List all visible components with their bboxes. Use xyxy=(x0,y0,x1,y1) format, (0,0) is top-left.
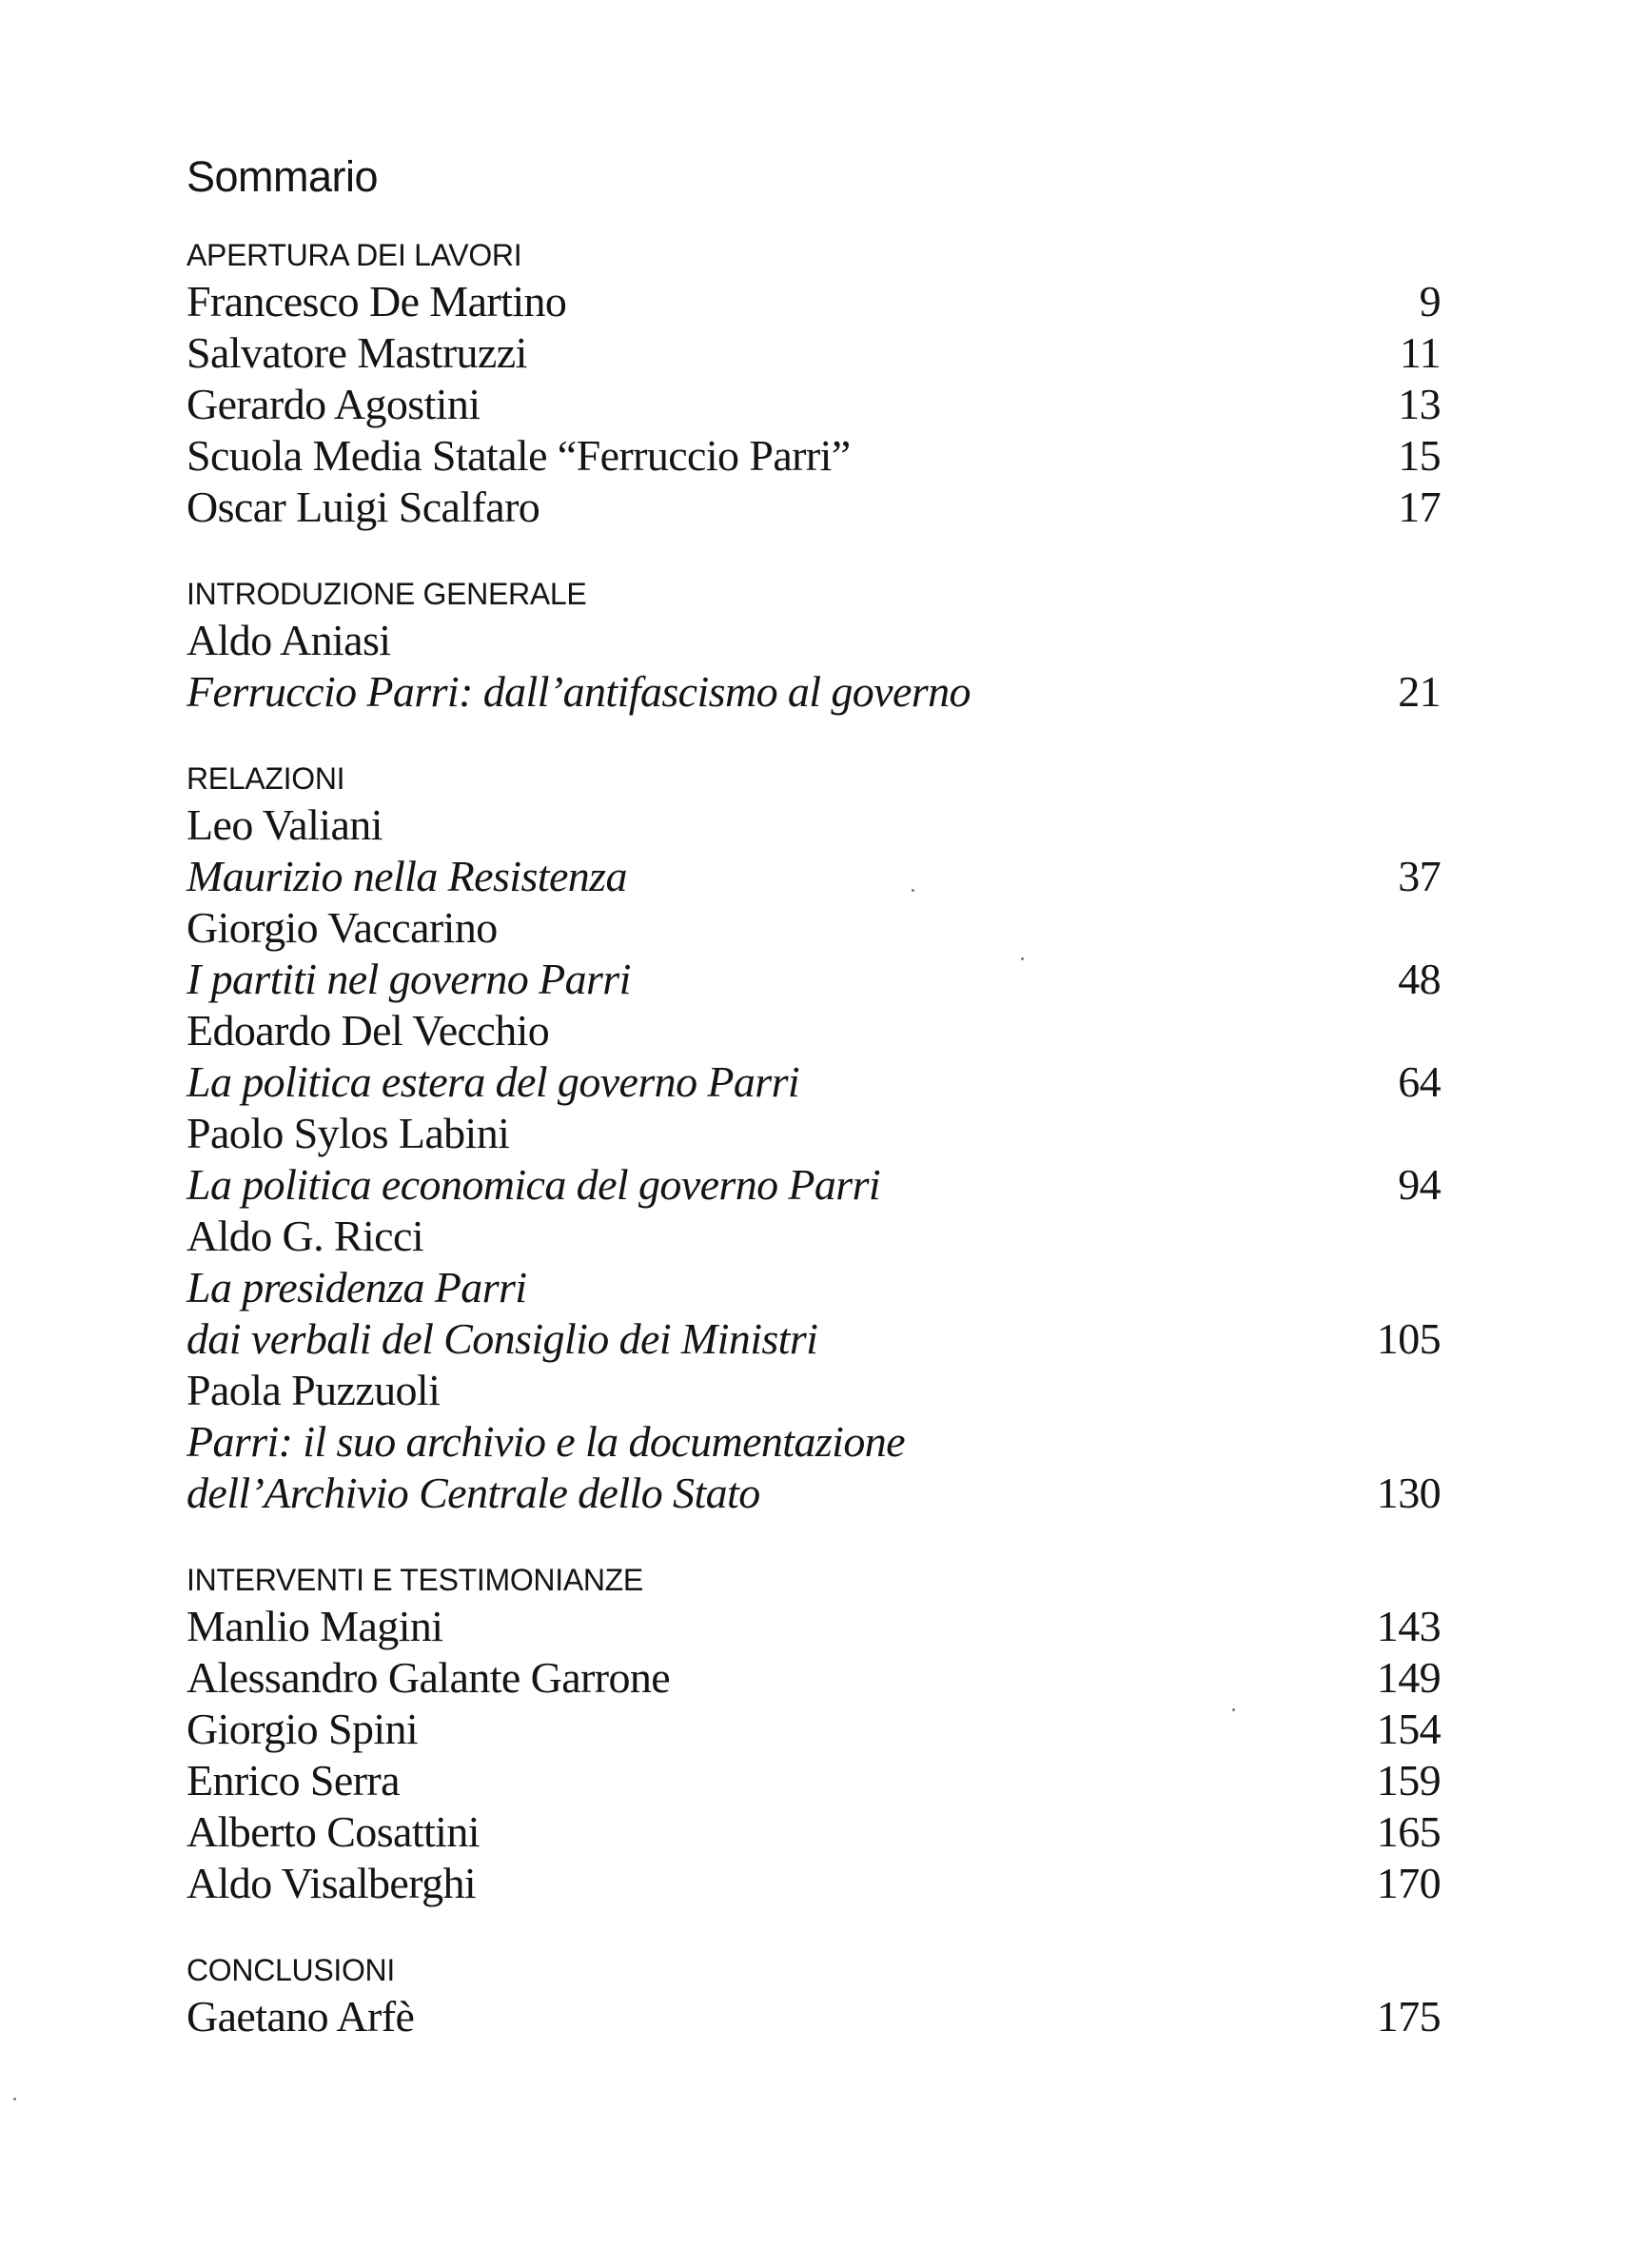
entry-author: Edoardo Del Vecchio xyxy=(186,1006,550,1055)
entry-line xyxy=(186,851,1441,902)
entry-author: Gaetano Arfè xyxy=(186,1992,415,2041)
entry-line xyxy=(186,1211,1441,1262)
section-heading: CONCLUSIONI xyxy=(186,1953,395,1987)
toc-entry xyxy=(186,902,1441,1005)
entry-title: Maurizio nella Resistenza xyxy=(186,852,627,900)
entry-title: dell’Archivio Centrale dello Stato xyxy=(186,1469,760,1517)
toc-entry xyxy=(186,1211,1441,1365)
toc-entry xyxy=(186,1365,1441,1519)
entry-line xyxy=(186,1005,1441,1056)
entry-author: Aldo Aniasi xyxy=(186,616,391,664)
entry-line xyxy=(186,379,1441,430)
entry-author: Giorgio Spini xyxy=(186,1705,419,1753)
entry-line xyxy=(186,1991,1441,2042)
entry-line xyxy=(186,1755,1441,1806)
entry-line xyxy=(186,1601,1441,1652)
entry-line xyxy=(186,1704,1441,1755)
entry-author: Oscar Luigi Scalfaro xyxy=(186,483,540,531)
entry-author: Francesco De Martino xyxy=(186,277,567,325)
entry-author: Aldo Visalberghi xyxy=(186,1859,477,1907)
entry-page-number: 17 xyxy=(1398,483,1441,531)
toc-entry xyxy=(186,1858,1441,1909)
entry-line xyxy=(186,1159,1441,1211)
entry-line xyxy=(186,1313,1441,1365)
entry-line xyxy=(186,799,1441,851)
toc-entry xyxy=(186,1991,1441,2042)
entry-author: Enrico Serra xyxy=(186,1756,400,1805)
entry-page-number: 170 xyxy=(1376,1859,1441,1907)
toc-section xyxy=(186,759,1441,1519)
scan-speck xyxy=(912,889,914,892)
toc-entry xyxy=(186,1755,1441,1806)
entry-title: La presidenza Parri xyxy=(186,1263,527,1311)
toc-section xyxy=(186,236,1441,533)
toc-sections xyxy=(186,236,1441,2042)
entry-page-number: 94 xyxy=(1398,1160,1441,1209)
entry-line xyxy=(186,1806,1441,1858)
entry-author: Alessandro Galante Garrone xyxy=(186,1653,671,1702)
entry-author: Alberto Cosattini xyxy=(186,1807,480,1856)
entry-author: Scuola Media Statale “Ferruccio Parri” xyxy=(186,431,851,480)
entry-page-number: 165 xyxy=(1376,1807,1441,1856)
toc-entry xyxy=(186,615,1441,718)
entry-line xyxy=(186,1056,1441,1108)
entry-line xyxy=(186,1108,1441,1159)
entry-author: Leo Valiani xyxy=(186,800,383,849)
entry-page-number: 9 xyxy=(1419,277,1441,325)
entry-title: La politica economica del governo Parri xyxy=(186,1160,881,1209)
entry-line xyxy=(186,666,1441,718)
entry-page-number: 13 xyxy=(1398,380,1441,428)
entry-page-number: 130 xyxy=(1376,1469,1441,1517)
entry-title: La politica estera del governo Parri xyxy=(186,1057,800,1106)
entry-author: Paolo Sylos Labini xyxy=(186,1109,510,1157)
section-heading: INTRODUZIONE GENERALE xyxy=(186,577,587,611)
toc-entry xyxy=(186,276,1441,327)
toc-entry xyxy=(186,1652,1441,1704)
toc-entry xyxy=(186,430,1441,482)
entry-line xyxy=(186,954,1441,1005)
entry-author: Manlio Magini xyxy=(186,1602,443,1650)
entry-author: Salvatore Mastruzzi xyxy=(186,328,527,377)
entry-page-number: 37 xyxy=(1398,852,1441,900)
entry-page-number: 149 xyxy=(1376,1653,1441,1702)
entry-page-number: 21 xyxy=(1398,667,1441,716)
entry-page-number: 154 xyxy=(1376,1705,1441,1753)
entry-line xyxy=(186,430,1441,482)
entry-line xyxy=(186,902,1441,954)
entry-line xyxy=(186,615,1441,666)
entry-author: Gerardo Agostini xyxy=(186,380,481,428)
toc-section xyxy=(186,1561,1441,1909)
entry-page-number: 64 xyxy=(1398,1057,1441,1106)
section-heading: APERTURA DEI LAVORI xyxy=(186,238,522,272)
toc-section xyxy=(186,575,1441,718)
entry-page-number: 105 xyxy=(1376,1314,1441,1363)
entry-page-number: 159 xyxy=(1376,1756,1441,1805)
toc-entry xyxy=(186,1704,1441,1755)
entry-title: Parri: il suo archivio e la documentazione xyxy=(186,1417,905,1466)
entry-line xyxy=(186,1262,1441,1313)
toc-entry xyxy=(186,799,1441,902)
entry-title: I partiti nel governo Parri xyxy=(186,955,631,1003)
entry-line xyxy=(186,1365,1441,1416)
toc-entry xyxy=(186,327,1441,379)
entry-line xyxy=(186,276,1441,327)
toc-entry xyxy=(186,1005,1441,1108)
entry-title: Ferruccio Parri: dall’antifascismo al governo xyxy=(186,667,971,716)
entry-line xyxy=(186,1468,1441,1519)
entry-page-number: 48 xyxy=(1398,955,1441,1003)
entry-line xyxy=(186,1858,1441,1909)
toc-entry xyxy=(186,1601,1441,1652)
scan-speck xyxy=(13,2098,16,2100)
table-of-contents xyxy=(186,150,1441,2042)
entry-author: Giorgio Vaccarino xyxy=(186,903,498,952)
toc-entry xyxy=(186,379,1441,430)
page-title: Sommario xyxy=(186,152,379,201)
scan-speck xyxy=(1021,957,1024,960)
entry-author: Paola Puzzuoli xyxy=(186,1366,441,1414)
section-heading: RELAZIONI xyxy=(186,761,345,796)
entry-line xyxy=(186,482,1441,533)
section-heading: INTERVENTI E TESTIMONIANZE xyxy=(186,1563,643,1597)
entry-page-number: 175 xyxy=(1376,1992,1441,2041)
entry-author: Aldo G. Ricci xyxy=(186,1212,423,1260)
entry-line xyxy=(186,1416,1441,1468)
toc-entry xyxy=(186,482,1441,533)
entry-page-number: 11 xyxy=(1399,328,1441,377)
entry-line xyxy=(186,327,1441,379)
entry-page-number: 15 xyxy=(1398,431,1441,480)
scan-speck xyxy=(1232,1708,1235,1711)
entry-line xyxy=(186,1652,1441,1704)
toc-entry xyxy=(186,1108,1441,1211)
toc-section xyxy=(186,1951,1441,2042)
toc-entry xyxy=(186,1806,1441,1858)
entry-title: dai verbali del Consiglio dei Ministri xyxy=(186,1314,818,1363)
entry-page-number: 143 xyxy=(1376,1602,1441,1650)
